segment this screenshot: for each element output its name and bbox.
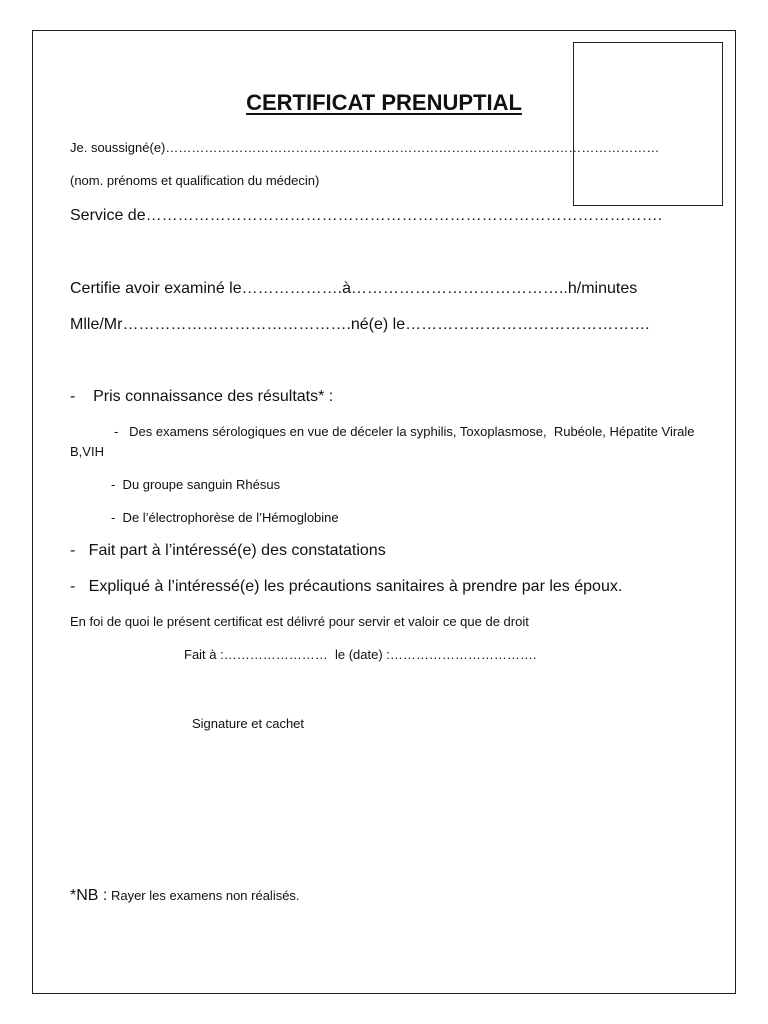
- doctor-line: Je. soussigné(e)……………………………………………………………………………………………………: [70, 140, 660, 155]
- results-item-serology: - Des examens sérologiques en vue de déceler la syphilis, Toxoplasmose, Rubéole, Hépatite Virale B,VIH: [70, 424, 699, 459]
- photo-box: [573, 42, 723, 206]
- results-item-blood-group: - Du groupe sanguin Rhésus: [111, 477, 281, 492]
- signature-label: Signature et cachet: [192, 716, 305, 731]
- person-line: Mlle/Mr…………………………………….né(e) le……………………………………….: [70, 316, 650, 333]
- nb-note: [70, 887, 300, 905]
- nb-text: Rayer les examens non réalisés.: [107, 888, 300, 903]
- doctor-hint: (nom. prénoms et qualification du médecin): [70, 173, 320, 188]
- results-heading: - Pris connaissance des résultats* :: [70, 388, 334, 405]
- exam-line: Certifie avoir examiné le……………….à…………………………………..h/minutes: [70, 280, 638, 297]
- certificate-title: CERTIFICAT PRENUPTIAL: [246, 90, 522, 115]
- nb-label: *NB :: [70, 887, 108, 904]
- results-item-electrophoresis: - De l’électrophorèse de l’Hémoglobine: [111, 510, 339, 525]
- service-line: Service de…………………………………………………………………………………….: [70, 207, 663, 224]
- place-date-line: Fait à :…………………… le (date) :…………………………….: [184, 647, 537, 662]
- closing-line: En foi de quoi le présent certificat est délivré pour servir et valoir ce que de droit: [70, 614, 529, 629]
- precautions-line: - Expliqué à l’intéressé(e) les précautions sanitaires à prendre par les époux.: [70, 578, 623, 595]
- findings-line: - Fait part à l’intéressé(e) des constatations: [70, 542, 386, 559]
